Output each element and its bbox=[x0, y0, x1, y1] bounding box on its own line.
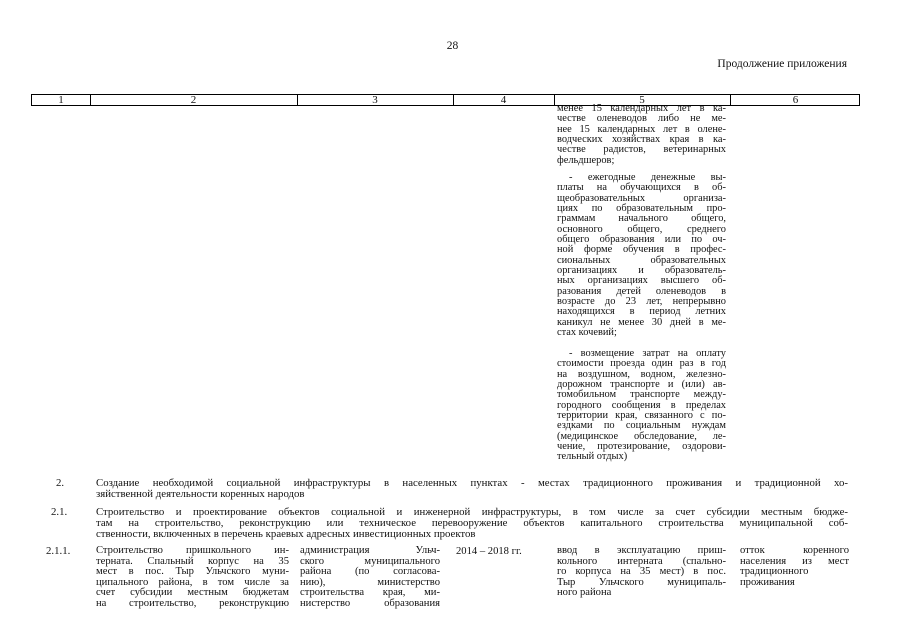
section-2-title bbox=[96, 478, 848, 500]
text-line: - возмещение затрат на оплату bbox=[569, 348, 726, 359]
text-line: стах кочевий; bbox=[557, 327, 617, 339]
text-line: традиционного bbox=[740, 566, 809, 578]
section-2-1-number: 2.1. bbox=[51, 506, 68, 518]
text-line: района (по согласова- bbox=[300, 566, 440, 578]
row-2-1-1-number: 2.1.1. bbox=[46, 545, 71, 557]
section-2-number: 2. bbox=[56, 477, 65, 489]
text-line: организациях и образователь- bbox=[557, 265, 726, 277]
text-line: стоимости проезда один раз в год bbox=[557, 358, 726, 370]
text-line: населения из мест bbox=[740, 555, 849, 567]
text-line: ной форме обучения в профес- bbox=[557, 244, 726, 256]
text-line: терната. Спальный корпус на 35 bbox=[96, 555, 289, 567]
column5-continuation-text bbox=[557, 104, 726, 166]
appendix-continuation-note: Продолжение приложения bbox=[717, 58, 847, 70]
text-line: кольного интерната (спально- bbox=[557, 555, 726, 567]
text-line: там на строительство, реконструкцию или техническое перевооружение объектов капитального строительства муниципальной соб- bbox=[96, 517, 848, 530]
text-line: нее 15 календарных лет в олене- bbox=[557, 123, 726, 135]
bullet-travel-compensation bbox=[557, 349, 726, 463]
text-line: нию), министерство bbox=[300, 576, 440, 588]
text-line: находящихся в период летних bbox=[557, 306, 726, 318]
text-line: Строительство и проектирование объектов социальной и инженерной инфраструктуры, в том числе за счет субсидии местным бюдже- bbox=[96, 506, 848, 518]
text-line: (медицинское обследование, ле- bbox=[557, 430, 726, 442]
text-line: счет субсидии местным бюджетам bbox=[96, 587, 289, 599]
text-line: общего образования или по оч- bbox=[557, 234, 726, 246]
row-2-1-1-risk bbox=[740, 546, 849, 588]
text-line: - ежегодные денежные вы- bbox=[569, 172, 726, 183]
text-line: Строительство пришкольного ин- bbox=[96, 545, 289, 556]
column-header-2: 2 bbox=[190, 94, 197, 106]
text-line: менее 15 календарных лет в ка- bbox=[557, 103, 726, 114]
text-line: честве оленеводов либо не ме- bbox=[557, 113, 726, 125]
text-line: Создание необходимой социальной инфраструктуры в населенных пунктах - местах традиционного проживания и традиционной хо- bbox=[96, 477, 848, 489]
text-line: на воздушном, водном, железно- bbox=[557, 368, 726, 380]
text-line: тельный отдых) bbox=[557, 451, 628, 463]
text-line: честве радистов, ветеринарных bbox=[557, 144, 726, 156]
text-line: возрасте до 23 лет, непрерывно bbox=[557, 296, 726, 308]
row-2-1-1-description bbox=[96, 546, 289, 610]
text-line: ципального района, в том числе за bbox=[96, 576, 289, 588]
column-header-5: 5 bbox=[639, 94, 645, 106]
text-line: мест в пос. Тыр Ульчского муни- bbox=[96, 566, 289, 578]
text-line: дорожном транспорте и (или) ав- bbox=[557, 379, 726, 391]
text-line: разования детей оленеводов в bbox=[557, 285, 726, 297]
text-line: каникул не менее 30 дней в ме- bbox=[557, 316, 726, 328]
text-line: сиональных образовательных bbox=[557, 254, 726, 266]
text-line: администрация Ульч- bbox=[300, 545, 440, 556]
text-line: отток коренного bbox=[740, 545, 849, 556]
bullet-annual-payments bbox=[557, 173, 726, 339]
text-line: ных организациях высшего об- bbox=[557, 275, 726, 287]
text-line: Тыр Ульчского муниципаль- bbox=[557, 576, 726, 588]
text-line: ввод в эксплуатацию приш- bbox=[557, 545, 726, 556]
text-line: городного сообщения в пределах bbox=[557, 399, 726, 411]
text-line: ездками по социальным нуждам bbox=[557, 420, 726, 432]
text-line: территории края, связанного с по- bbox=[557, 410, 726, 422]
column-header-4: 4 bbox=[500, 94, 507, 106]
text-line: на строительство, реконструкцию bbox=[96, 597, 289, 609]
text-line: платы на обучающихся в об- bbox=[557, 182, 726, 194]
row-2-1-1-responsible bbox=[300, 546, 440, 610]
text-line: щеобразовательных организа- bbox=[557, 192, 726, 204]
text-line: основного общего, среднего bbox=[557, 223, 726, 235]
text-line: фельдшеров; bbox=[557, 154, 615, 166]
text-line: зяйственной деятельности коренных народов bbox=[96, 488, 305, 501]
text-line: ного района bbox=[557, 587, 612, 599]
text-line: го корпуса на 35 мест) в пос. bbox=[557, 566, 726, 578]
row-2-1-1-period: 2014 – 2018 гг. bbox=[456, 546, 522, 557]
column-header-6: 6 bbox=[792, 94, 799, 106]
column-header-1: 1 bbox=[58, 94, 64, 106]
page-number: 28 bbox=[446, 40, 459, 52]
text-line: ственности, включенных в перечень краевых адресных инвестиционных проектов bbox=[96, 528, 476, 541]
text-line: чение, протезирование, оздорови- bbox=[557, 441, 726, 453]
text-line: проживания bbox=[740, 576, 795, 588]
text-line: циях по образовательным про- bbox=[557, 203, 726, 215]
text-line: строительства края, ми- bbox=[300, 587, 440, 599]
text-line: нистерство образования bbox=[300, 597, 440, 609]
section-2-1-title bbox=[96, 507, 848, 541]
text-line: водческих хозяйствах края в ка- bbox=[557, 134, 726, 146]
text-line: ского муниципального bbox=[300, 555, 440, 567]
row-2-1-1-result bbox=[557, 546, 726, 599]
text-line: томобильном транспорте между- bbox=[557, 389, 726, 401]
table-header-row bbox=[31, 94, 860, 106]
column-header-3: 3 bbox=[372, 94, 378, 106]
text-line: граммам начального общего, bbox=[557, 213, 726, 225]
